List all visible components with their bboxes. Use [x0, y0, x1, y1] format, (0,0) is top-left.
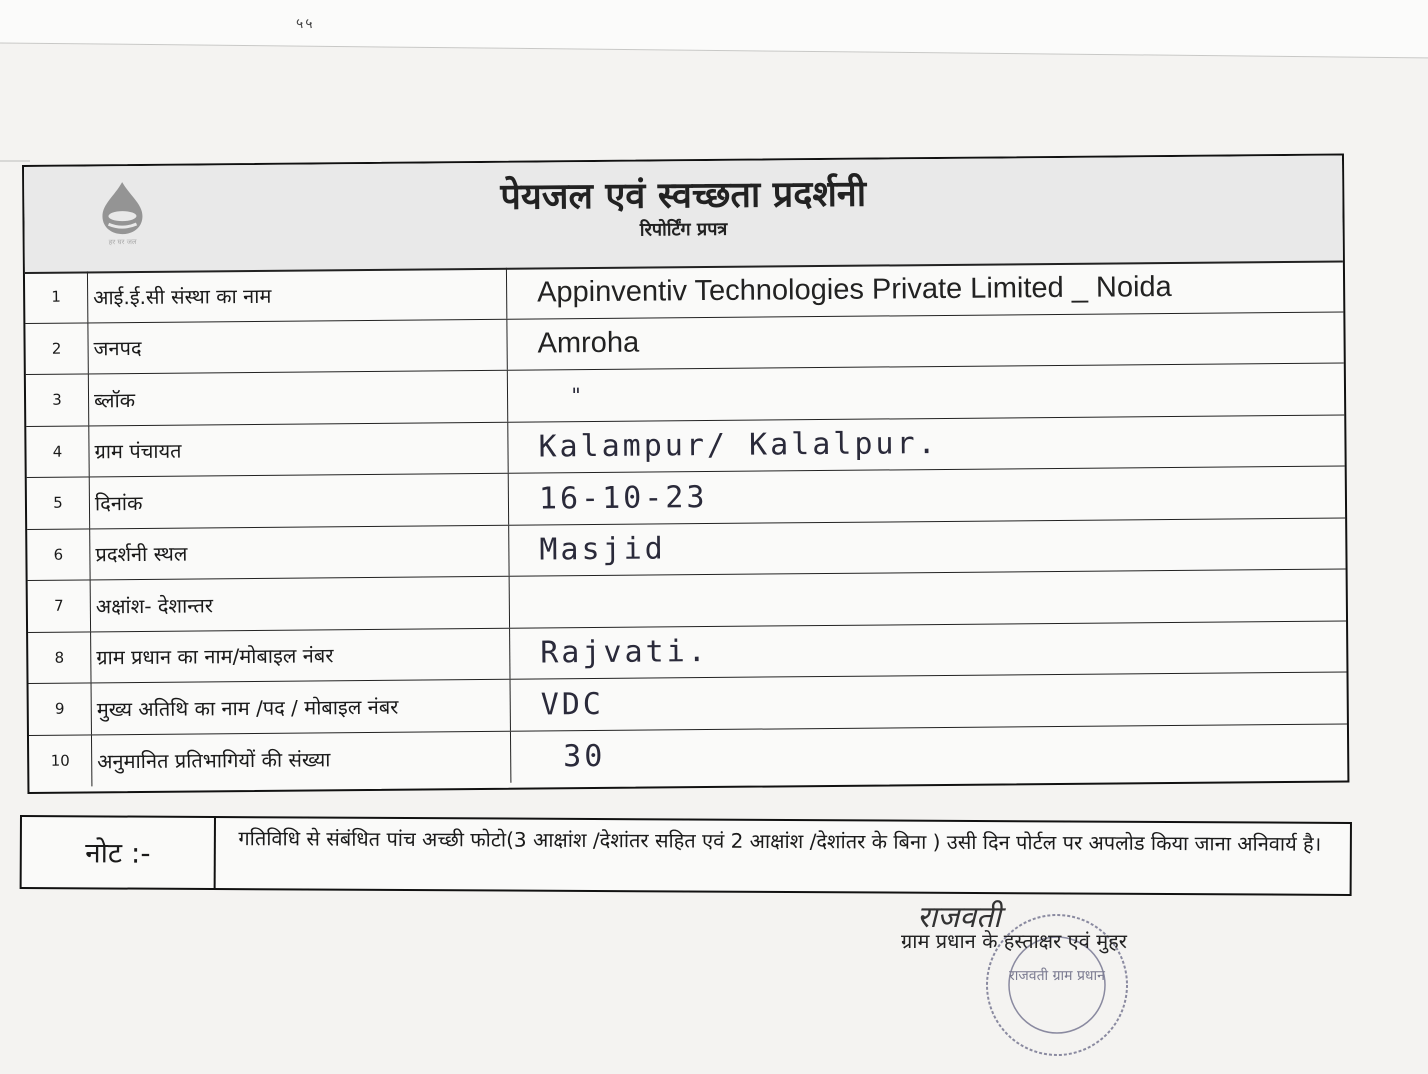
row-value: Masjid: [539, 531, 666, 568]
row-number: 4: [26, 426, 89, 477]
row-number: 3: [26, 374, 89, 425]
row-value: 16-10-23: [538, 479, 708, 517]
row-label: आई.ई.सी संस्था का नाम: [89, 268, 507, 322]
row-label: अक्षांश- देशान्तर: [92, 577, 510, 631]
row-number: 8: [28, 632, 91, 683]
handwritten-signature: राजवती: [917, 900, 1001, 935]
form-title: पेयजल एवं स्वच्छता प्रदर्शनी: [500, 173, 867, 218]
note-box: [20, 815, 1352, 896]
row-number: 1: [25, 271, 88, 322]
row-value: Rajvati.: [540, 634, 709, 671]
row-label: दिनांक: [91, 474, 509, 528]
row-label: जनपद: [89, 319, 507, 373]
row-label: ग्राम पंचायत: [90, 422, 508, 476]
signature-area: [895, 895, 1195, 1065]
note-text: गतिविधि से संबंधित पांच अच्छी फोटो(3 आक्षांश /देशांतर सहित एवं 2 आक्षांश /देशांतर के बिना ) उसी दिन पोर्टल पर अपलोड किया जाना अनिवार्य है।: [238, 826, 1322, 856]
reporting-form: [22, 153, 1349, 794]
row-label: प्रदर्शनी स्थल: [91, 525, 509, 579]
row-number: 7: [28, 580, 91, 631]
top-paper-sheet: [0, 0, 1428, 59]
row-label: ब्लॉक: [90, 371, 508, 425]
row-label: अनुमानित प्रतिभागियों की संख्या: [93, 731, 511, 786]
signature-label: ग्राम प्रधान के हस्ताक्षर एवं मुहर: [901, 929, 1127, 953]
row-value: Amroha: [537, 326, 640, 360]
note-label: नोट :-: [22, 817, 216, 888]
row-value: VDC: [540, 686, 605, 723]
row-value: 30: [563, 738, 606, 775]
margin-note: ५५: [296, 16, 315, 32]
row-number: 2: [25, 323, 88, 374]
row-number: 10: [29, 735, 92, 787]
row-value: [512, 569, 1346, 627]
row-label: ग्राम प्रधान का नाम/मोबाइल नंबर: [92, 628, 510, 682]
logo-caption: हर घर जल: [108, 238, 137, 247]
row-value: Appinventiv Technologies Private Limited _ Noida: [536, 270, 1172, 309]
row-label: मुख्य अतिथि का नाम /पद / मोबाइल नंबर: [93, 680, 511, 734]
row-number: 9: [29, 683, 92, 734]
seal-text: राजवती ग्राम प्रधान: [1009, 968, 1105, 984]
row-number: 5: [27, 477, 90, 528]
row-value: ": [569, 383, 586, 408]
form-header: [24, 155, 1343, 273]
form-subtitle: रिपोर्टिंग प्रपत्र: [639, 218, 728, 241]
row-value: Kalampur/ Kalalpur.: [538, 426, 939, 465]
row-number: 6: [27, 529, 90, 580]
table-row: [29, 724, 1347, 787]
form-table: [25, 260, 1347, 786]
